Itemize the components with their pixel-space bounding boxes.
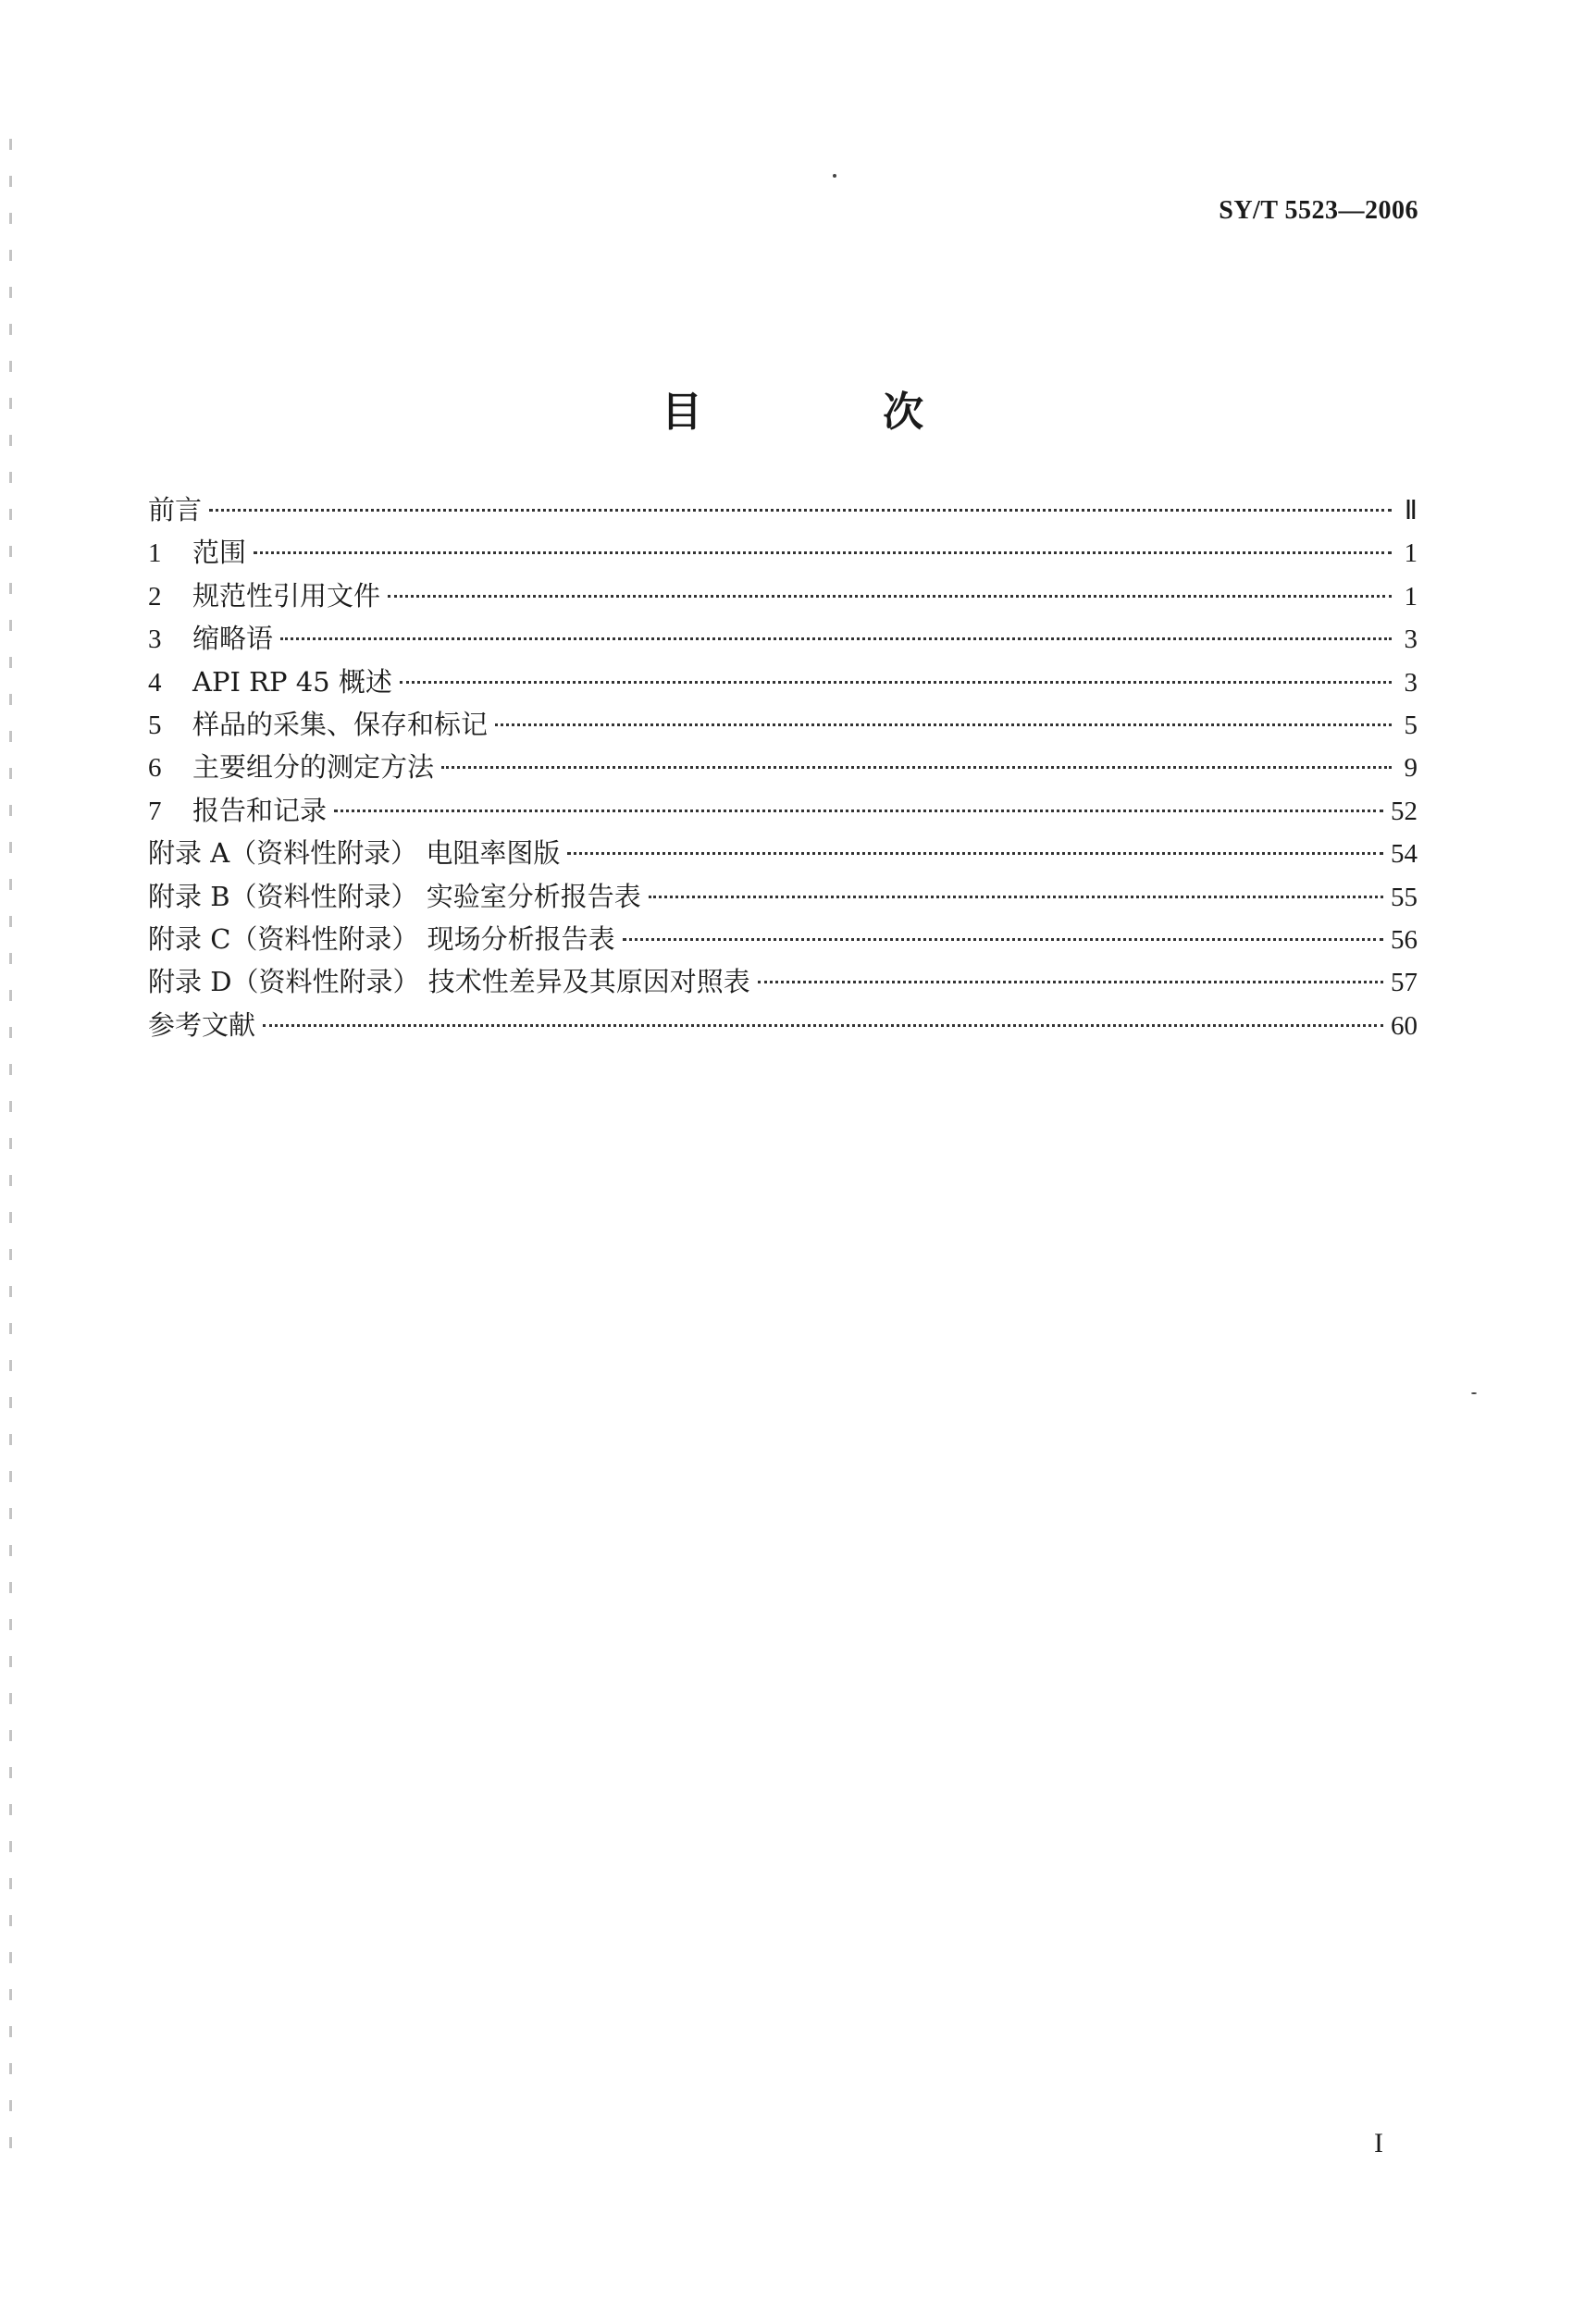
toc-entry-number: 4 bbox=[148, 667, 162, 698]
dot-leader bbox=[388, 595, 1392, 598]
toc-entry-page: 1 bbox=[1404, 538, 1418, 569]
toc-entry-page: 56 bbox=[1391, 924, 1418, 955]
page-number: I bbox=[1374, 2128, 1383, 2158]
toc-entry-appendix-a[interactable] bbox=[148, 832, 1418, 874]
toc-entry-appendix-c[interactable] bbox=[148, 918, 1418, 960]
toc-entry-label: 附录 D（资料性附录） 技术性差异及其原因对照表 bbox=[148, 966, 750, 998]
toc-entry-label: 附录 B（资料性附录） 实验室分析报告表 bbox=[148, 880, 641, 912]
toc-entry-page: Ⅱ bbox=[1404, 496, 1418, 525]
toc-entry-label: 规范性引用文件 bbox=[192, 579, 381, 612]
toc-entry-foreword[interactable] bbox=[148, 488, 1418, 531]
toc-entry-label: 前言 bbox=[148, 494, 203, 525]
toc-entry-page: 3 bbox=[1404, 667, 1418, 698]
toc-entry-page: 57 bbox=[1391, 968, 1418, 998]
toc-entry-4[interactable] bbox=[148, 661, 1418, 703]
toc-entry-label: 主要组分的测定方法 bbox=[192, 751, 435, 784]
scan-speck bbox=[1471, 1392, 1477, 1394]
toc-entry-page: 52 bbox=[1391, 796, 1418, 826]
toc-entry-label: 报告和记录 bbox=[192, 794, 328, 826]
dot-leader bbox=[623, 938, 1383, 941]
toc-entry-references[interactable] bbox=[148, 1004, 1418, 1046]
toc-entry-label: 缩略语 bbox=[192, 623, 274, 655]
toc-entry-label: 附录 A（资料性附录） 电阻率图版 bbox=[148, 837, 561, 870]
toc-entry-1[interactable] bbox=[148, 531, 1418, 574]
toc-entry-label: 样品的采集、保存和标记 bbox=[192, 708, 489, 740]
toc-entry-label: 参考文献 bbox=[148, 1008, 256, 1041]
toc-entry-page: 54 bbox=[1391, 839, 1418, 870]
toc-entry-label: 附录 C（资料性附录） 现场分析报告表 bbox=[148, 922, 615, 955]
toc-entry-appendix-b[interactable] bbox=[148, 875, 1418, 918]
dot-leader bbox=[567, 852, 1383, 855]
toc-entry-number: 2 bbox=[148, 581, 162, 612]
toc-entry-page: 5 bbox=[1404, 710, 1418, 740]
table-of-contents bbox=[148, 488, 1418, 1046]
toc-entry-number: 1 bbox=[148, 538, 162, 569]
toc-title: 目 次 bbox=[661, 389, 1008, 437]
dot-leader bbox=[649, 896, 1383, 898]
toc-entry-page: 1 bbox=[1404, 581, 1418, 612]
dot-leader bbox=[263, 1024, 1383, 1027]
toc-entry-number: 5 bbox=[148, 710, 162, 740]
toc-entry-label: API RP 45 概述 bbox=[192, 665, 392, 698]
toc-entry-number: 3 bbox=[148, 624, 162, 655]
scan-edge-marks bbox=[9, 139, 12, 2174]
dot-leader bbox=[400, 681, 1392, 684]
toc-entry-2[interactable] bbox=[148, 575, 1418, 617]
toc-entry-page: 55 bbox=[1391, 882, 1418, 912]
toc-entry-number: 7 bbox=[148, 796, 162, 826]
toc-entry-7[interactable] bbox=[148, 789, 1418, 832]
toc-entry-number: 6 bbox=[148, 753, 162, 784]
toc-entry-label: 范围 bbox=[192, 537, 247, 569]
toc-entry-3[interactable] bbox=[148, 617, 1418, 660]
toc-entry-appendix-d[interactable] bbox=[148, 960, 1418, 1003]
dot-leader bbox=[334, 810, 1383, 812]
dot-leader bbox=[254, 551, 1392, 554]
standard-number: SY/T 5523—2006 bbox=[1219, 196, 1418, 225]
dot-leader bbox=[758, 981, 1383, 983]
dot-leader bbox=[280, 637, 1392, 640]
toc-entry-page: 60 bbox=[1391, 1010, 1418, 1041]
dot-leader bbox=[441, 766, 1392, 769]
dot-leader bbox=[209, 509, 1392, 512]
scan-speck bbox=[833, 174, 836, 178]
dot-leader bbox=[495, 723, 1392, 726]
toc-entry-page: 3 bbox=[1404, 624, 1418, 655]
toc-entry-5[interactable] bbox=[148, 703, 1418, 746]
toc-entry-page: 9 bbox=[1404, 753, 1418, 784]
toc-entry-6[interactable] bbox=[148, 746, 1418, 788]
